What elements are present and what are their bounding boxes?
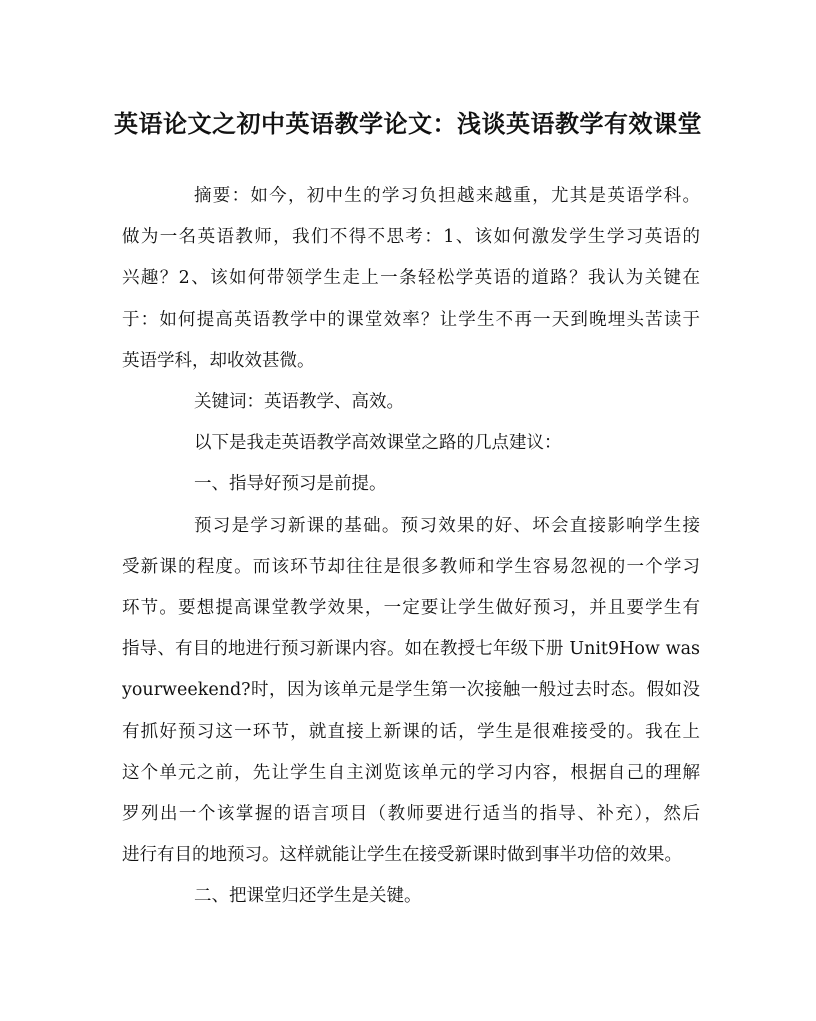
section1-paragraph [122,506,700,877]
paragraph-line: 有抓好预习这一环节，就直接上新课的话，学生是很难接受的。我在上 [122,721,700,742]
paragraph-line: 这个单元之前，先让学生自主浏览该单元的学习内容，根据自己的理解 [122,762,700,783]
paragraph-line: 受新课的程度。而该环节却往往是很多教师和学生容易忽视的一个学习 [122,556,700,577]
paragraph-line: 进行有目的地预习。这样就能让学生在接受新课时做到事半功倍的效果。 [122,845,682,866]
abstract-line: 摘要：如今，初中生的学习负担越来越重，尤其是英语学科。 [194,186,700,206]
section-heading-2: 二、把课堂归还学生是关键。 [194,886,422,907]
abstract-line: 兴趣？2、该如何带领学生走上一条轻松学英语的道路？我认为关键在 [122,268,700,289]
paragraph-line: 预习是学习新课的基础。预习效果的好、坏会直接影响学生接 [194,515,700,536]
document-body [122,176,700,918]
document-title: 英语论文之初中英语教学论文：浅谈英语教学有效课堂 [114,109,702,138]
abstract-line: 做为一名英语教师，我们不得不思考：1、该如何激发学生学习英语的 [122,227,700,248]
abstract-line: 英语学科，却收效甚微。 [122,350,315,371]
paragraph-line: 环节。要想提高课堂教学效果，一定要让学生做好预习，并且要学生有 [122,598,700,619]
abstract-paragraph [122,176,700,382]
section-heading-1: 一、指导好预习是前提。 [194,474,387,495]
paragraph-line: 指导、有目的地进行预习新课内容。如在教授七年级下册 Unit9How was [122,639,700,660]
paragraph-line: yourweekend?时，因为该单元是学生第一次接触一般过去时态。假如没 [122,680,700,701]
abstract-line: 于：如何提高英语教学中的课堂效率？让学生不再一天到晚埋头苦读于 [122,309,700,330]
keywords-line: 关键词：英语教学、高效。 [194,392,404,413]
intro-line: 以下是我走英语教学高效课堂之路的几点建议： [194,433,562,454]
paragraph-line: 罗列出一个该掌握的语言项目（教师要进行适当的指导、补充），然后 [122,804,700,825]
